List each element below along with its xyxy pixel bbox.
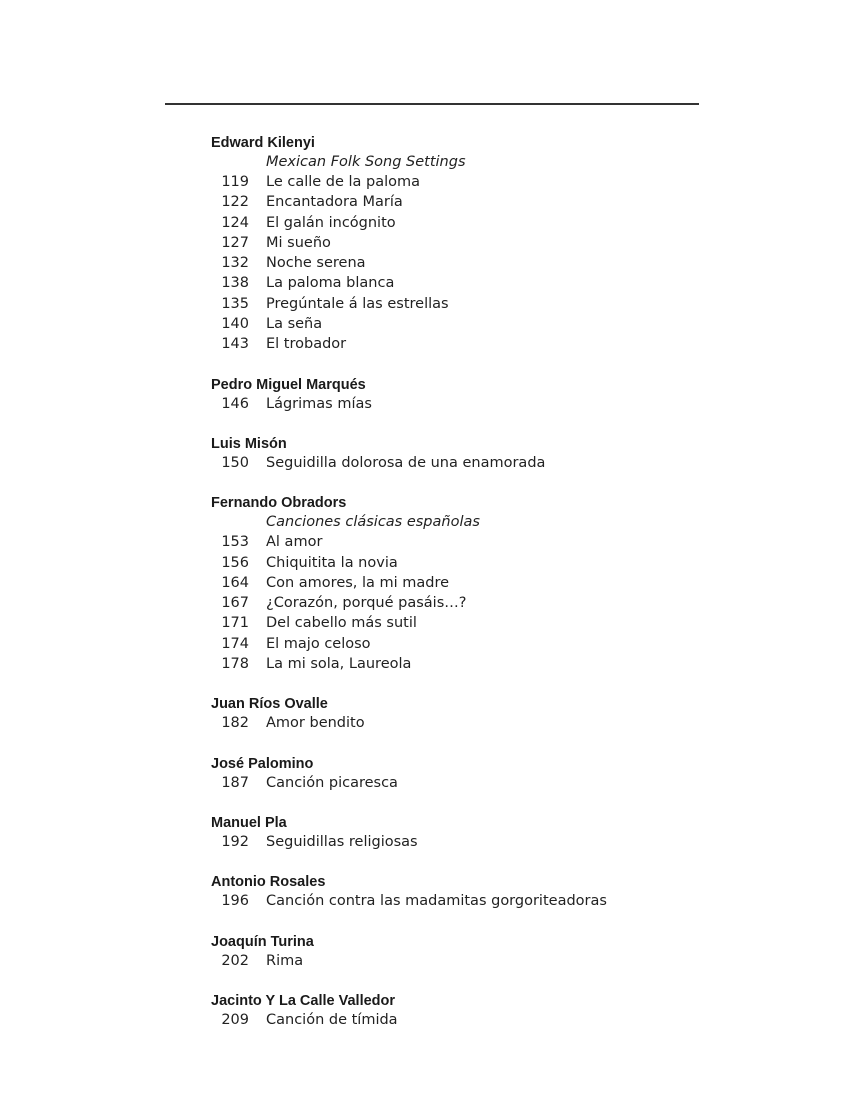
song-title: Noche serena (266, 255, 366, 272)
toc-entry[interactable] (211, 634, 731, 654)
composer-section (211, 873, 731, 911)
page-number: 187 (221, 774, 249, 791)
page-number: 182 (221, 715, 249, 732)
page-number: 135 (221, 295, 249, 312)
toc-entry[interactable] (211, 314, 731, 334)
composer-section (211, 992, 731, 1030)
song-title: El majo celoso (266, 635, 371, 652)
composer-section (211, 933, 731, 971)
toc-entry[interactable] (211, 213, 731, 233)
toc-entry[interactable] (211, 654, 731, 674)
song-title: La paloma blanca (266, 275, 395, 292)
song-title: El trobador (266, 336, 347, 353)
toc-entry[interactable] (211, 453, 731, 473)
toc-entry[interactable] (211, 832, 731, 852)
toc-entry[interactable] (211, 951, 731, 971)
page-number: 174 (221, 635, 249, 652)
page-number: 167 (221, 595, 249, 612)
song-title: ¿Corazón, porqué pasáis…? (266, 595, 467, 612)
song-title: Pregúntale á las estrellas (266, 295, 449, 312)
page-number: 192 (221, 833, 249, 850)
song-title: Le calle de la paloma (266, 174, 421, 190)
composer-name: Edward Kilenyi (211, 135, 315, 151)
song-title: Canción contra las madamitas gorgoriteadoras (266, 893, 607, 910)
composer-name: Antonio Rosales (211, 874, 326, 891)
song-title: Al amor (266, 534, 323, 551)
toc-entry[interactable] (211, 394, 731, 414)
page-number: 132 (221, 255, 249, 272)
song-title: Canción de tímida (266, 1011, 398, 1028)
page-number: 140 (221, 316, 249, 333)
toc-entry[interactable] (211, 573, 731, 593)
toc-entry[interactable] (211, 1010, 731, 1030)
toc-entry[interactable] (211, 192, 731, 212)
composer-name: Joaquín Turina (211, 933, 314, 950)
header-rule (165, 103, 699, 105)
page-number: 196 (221, 893, 249, 910)
composer-section (211, 494, 731, 674)
page-number: 127 (221, 234, 249, 251)
page-number: 164 (221, 574, 249, 591)
song-title: Canción picaresca (266, 774, 398, 791)
page-number: 124 (221, 214, 249, 231)
composer-name: Fernando Obradors (211, 495, 347, 512)
toc-entry[interactable] (211, 253, 731, 273)
song-title: Chiquitita la novia (266, 554, 398, 571)
page-number: 138 (221, 275, 249, 292)
song-title: Seguidilla dolorosa de una enamorada (266, 454, 546, 471)
song-title: La seña (266, 316, 323, 333)
composer-name: Juan Ríos Ovalle (211, 696, 328, 713)
song-title: Encantadora María (266, 194, 403, 211)
composer-section (211, 134, 731, 355)
song-title: Amor bendito (266, 715, 365, 732)
composer-section (211, 376, 731, 414)
composer-name: Pedro Miguel Marqués (211, 376, 366, 393)
toc-entry[interactable] (211, 294, 731, 314)
page-number: 156 (221, 554, 249, 571)
song-title: Con amores, la mi madre (266, 574, 450, 591)
composer-name: Manuel Pla (211, 814, 287, 831)
toc-entry[interactable] (211, 172, 731, 192)
toc-entry[interactable] (211, 334, 731, 354)
toc-entry[interactable] (211, 593, 731, 613)
composer-name: Jacinto Y La Calle Valledor (211, 992, 396, 1009)
toc-entry[interactable] (211, 713, 731, 733)
song-title: Del cabello más sutil (266, 615, 417, 632)
composer-section (211, 755, 731, 793)
song-title: Seguidillas religiosas (266, 833, 418, 850)
page-number: 119 (221, 174, 249, 190)
page-number: 178 (221, 656, 249, 673)
page-number: 202 (221, 952, 249, 969)
page-number: 122 (221, 194, 249, 211)
composer-name: José Palomino (211, 755, 314, 772)
collection-title: Mexican Folk Song Settings (266, 154, 466, 170)
collection-title: Canciones clásicas españolas (266, 514, 480, 531)
page-number: 150 (221, 454, 249, 471)
toc-entry[interactable] (211, 553, 731, 573)
toc-entry[interactable] (211, 233, 731, 253)
toc-entry[interactable] (211, 773, 731, 793)
toc-entry[interactable] (211, 613, 731, 633)
song-title: Rima (266, 952, 304, 969)
song-title: El galán incógnito (266, 214, 396, 231)
song-title: La mi sola, Laureola (266, 656, 412, 673)
page-number: 171 (221, 615, 249, 632)
toc-entry[interactable] (211, 273, 731, 293)
composer-section (211, 695, 731, 733)
composer-section (211, 814, 731, 852)
composer-name: Luis Misón (211, 435, 287, 452)
song-title: Lágrimas mías (266, 395, 372, 412)
page-number: 146 (221, 395, 249, 412)
song-title: Mi sueño (266, 234, 331, 251)
composer-section (211, 435, 731, 473)
toc-entry[interactable] (211, 891, 731, 911)
page-number: 153 (221, 534, 249, 551)
page-number: 143 (221, 336, 249, 353)
table-of-contents (211, 134, 731, 1051)
page-number: 209 (221, 1011, 249, 1028)
toc-entry[interactable] (211, 532, 731, 552)
